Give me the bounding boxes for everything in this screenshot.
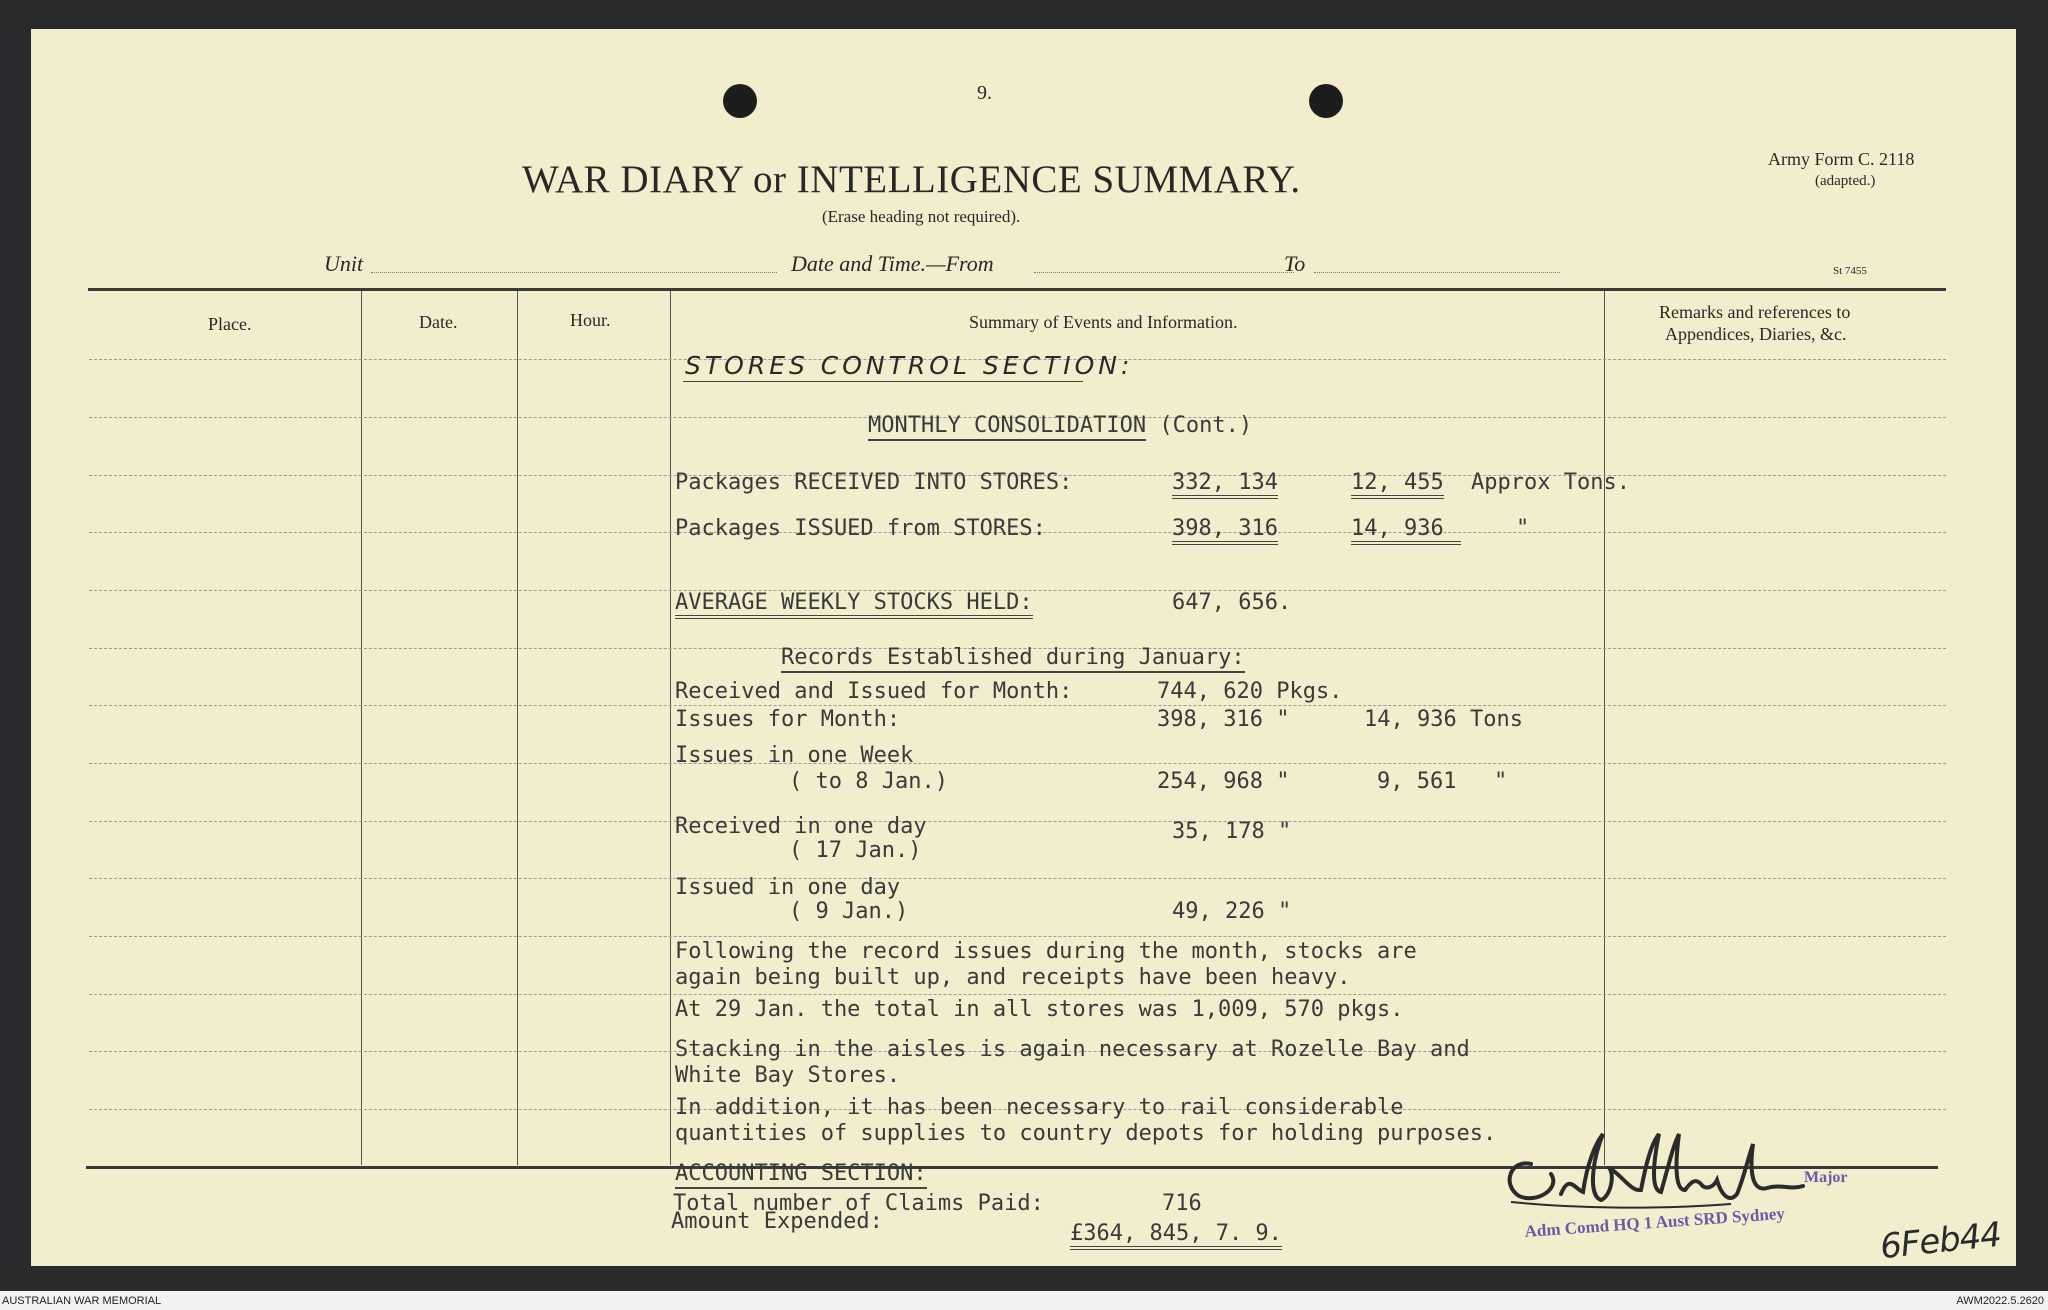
signature-rank: Major <box>1804 1169 1848 1186</box>
issued-label: Packages ISSUED from STORES: <box>675 516 1046 541</box>
column-header-place: Place. <box>208 314 252 334</box>
paragraph-stacking-line1: Stacking in the aisles is again necessary at Rozelle Bay and <box>675 1037 1470 1062</box>
column-header-hour: Hour. <box>570 310 611 330</box>
ruled-line <box>89 936 1946 937</box>
column-header-remarks-line1: Remarks and references to <box>1659 302 1851 322</box>
section-heading-underline <box>683 381 1083 382</box>
column-header-summary: Summary of Events and Information. <box>969 312 1238 332</box>
paragraph-rail-supplies-line2: quantities of supplies to country depots for holding purposes. <box>675 1121 1497 1146</box>
record-issued-day-date: ( 9 Jan.) <box>789 899 909 924</box>
monthly-consolidation-line <box>868 413 1252 438</box>
record-received-day-label: Received in one day <box>675 814 927 839</box>
army-form-number: Army Form C. 2118 <box>1768 149 1915 169</box>
column-divider-hour-summary <box>670 291 671 1165</box>
ruled-line <box>89 763 1946 764</box>
ruled-line <box>89 705 1946 706</box>
section-heading-handwritten: STORES CONTROL SECTION: <box>685 351 1134 380</box>
issued-ditto-mark: " <box>1516 516 1530 541</box>
unit-label: Unit <box>324 251 364 276</box>
paragraph-record-issues-line2: again being built up, and receipts have been heavy. <box>675 965 1351 990</box>
record-issues-month-value: 398, 316 " <box>1157 707 1290 732</box>
record-issued-day-value: 49, 226 " <box>1172 899 1292 924</box>
record-issues-week-value: 254, 968 " <box>1157 769 1290 794</box>
issued-tons-value: 14, 936 <box>1351 516 1461 545</box>
monthly-consolidation-heading: MONTHLY CONSOLIDATION <box>868 413 1146 441</box>
accounting-section-heading: ACCOUNTING SECTION: <box>675 1161 927 1189</box>
record-received-day-value: 35, 178 " <box>1172 819 1292 844</box>
form-subtitle: (Erase heading not required). <box>822 207 1021 226</box>
claims-paid-label: Total number of Claims Paid: <box>673 1191 1044 1216</box>
average-stocks-value: 647, 656. <box>1172 590 1292 615</box>
record-received-issued-label: Received and Issued for Month: <box>675 679 1073 704</box>
ruled-line <box>89 878 1946 879</box>
average-stocks-label: AVERAGE WEEKLY STOCKS HELD: <box>675 590 1033 619</box>
amount-expended-label: Amount Expended: <box>671 1209 883 1234</box>
received-unit: Approx Tons. <box>1471 470 1630 495</box>
record-received-issued-value: 744, 620 Pkgs. <box>1157 679 1343 704</box>
record-issues-week-label: Issues in one Week <box>675 743 914 768</box>
unit-stamp: Adm Comd HQ 1 Aust SRD Sydney <box>1524 1203 1786 1241</box>
stock-number: St 7455 <box>1833 265 1867 277</box>
record-issues-month-label: Issues for Month: <box>675 707 901 732</box>
date-time-label: Date and Time.—From <box>791 251 994 276</box>
record-issues-week-period: ( to 8 Jan.) <box>789 769 948 794</box>
form-title: WAR DIARY or INTELLIGENCE SUMMARY. <box>522 158 1301 201</box>
received-label: Packages RECEIVED INTO STORES: <box>675 470 1073 495</box>
punch-hole-right <box>1309 84 1343 118</box>
paragraph-stacking-line2: White Bay Stores. <box>675 1063 901 1088</box>
record-issues-week-tons: 9, 561 <box>1377 769 1457 794</box>
column-divider-place-date <box>361 291 362 1165</box>
records-heading: Records Established during January: <box>781 645 1245 673</box>
column-divider-date-hour <box>517 291 518 1165</box>
paragraph-rail-supplies-line1: In addition, it has been necessary to rail considerable <box>675 1095 1404 1120</box>
ruled-line <box>89 994 1946 995</box>
paragraph-record-issues-line1: Following the record issues during the month, stocks are <box>675 939 1417 964</box>
page-number: 9. <box>977 82 992 104</box>
record-received-day-date: ( 17 Jan.) <box>789 838 922 863</box>
archive-footer <box>0 1291 2048 1310</box>
form-adapted-note: (adapted.) <box>1815 173 1876 189</box>
issued-packages-value: 398, 316 <box>1172 516 1278 545</box>
punch-hole-left <box>723 84 757 118</box>
from-field-line <box>1034 272 1294 273</box>
archive-reference: AWM2022.5.2620 <box>1956 1295 2044 1307</box>
column-header-remarks-line2: Appendices, Diaries, &c. <box>1665 324 1847 344</box>
claims-paid-value: 716 <box>1162 1191 1202 1216</box>
received-packages-value: 332, 134 <box>1172 470 1278 499</box>
amount-expended-value: £364, 845, 7. 9. <box>1070 1221 1282 1250</box>
to-label: To <box>1284 251 1306 276</box>
table-top-rule <box>88 288 1946 291</box>
column-divider-summary-remarks <box>1604 291 1605 1165</box>
column-header-date: Date. <box>419 312 458 332</box>
ruled-line <box>89 821 1946 822</box>
record-issues-week-ditto: " <box>1494 769 1508 794</box>
handwritten-date-note: 6Feb44 <box>1878 1214 2003 1268</box>
war-diary-page <box>31 29 2016 1266</box>
unit-field-line <box>371 272 777 273</box>
to-field-line <box>1314 272 1560 273</box>
paragraph-total-stores: At 29 Jan. the total in all stores was 1,009, 570 pkgs. <box>675 997 1404 1022</box>
record-issued-day-label: Issued in one day <box>675 875 901 900</box>
record-issues-month-tons: 14, 936 Tons <box>1364 707 1523 732</box>
monthly-consolidation-cont: (Cont.) <box>1159 413 1253 438</box>
received-tons-value: 12, 455 <box>1351 470 1444 499</box>
archive-name: AUSTRALIAN WAR MEMORIAL <box>2 1295 162 1307</box>
